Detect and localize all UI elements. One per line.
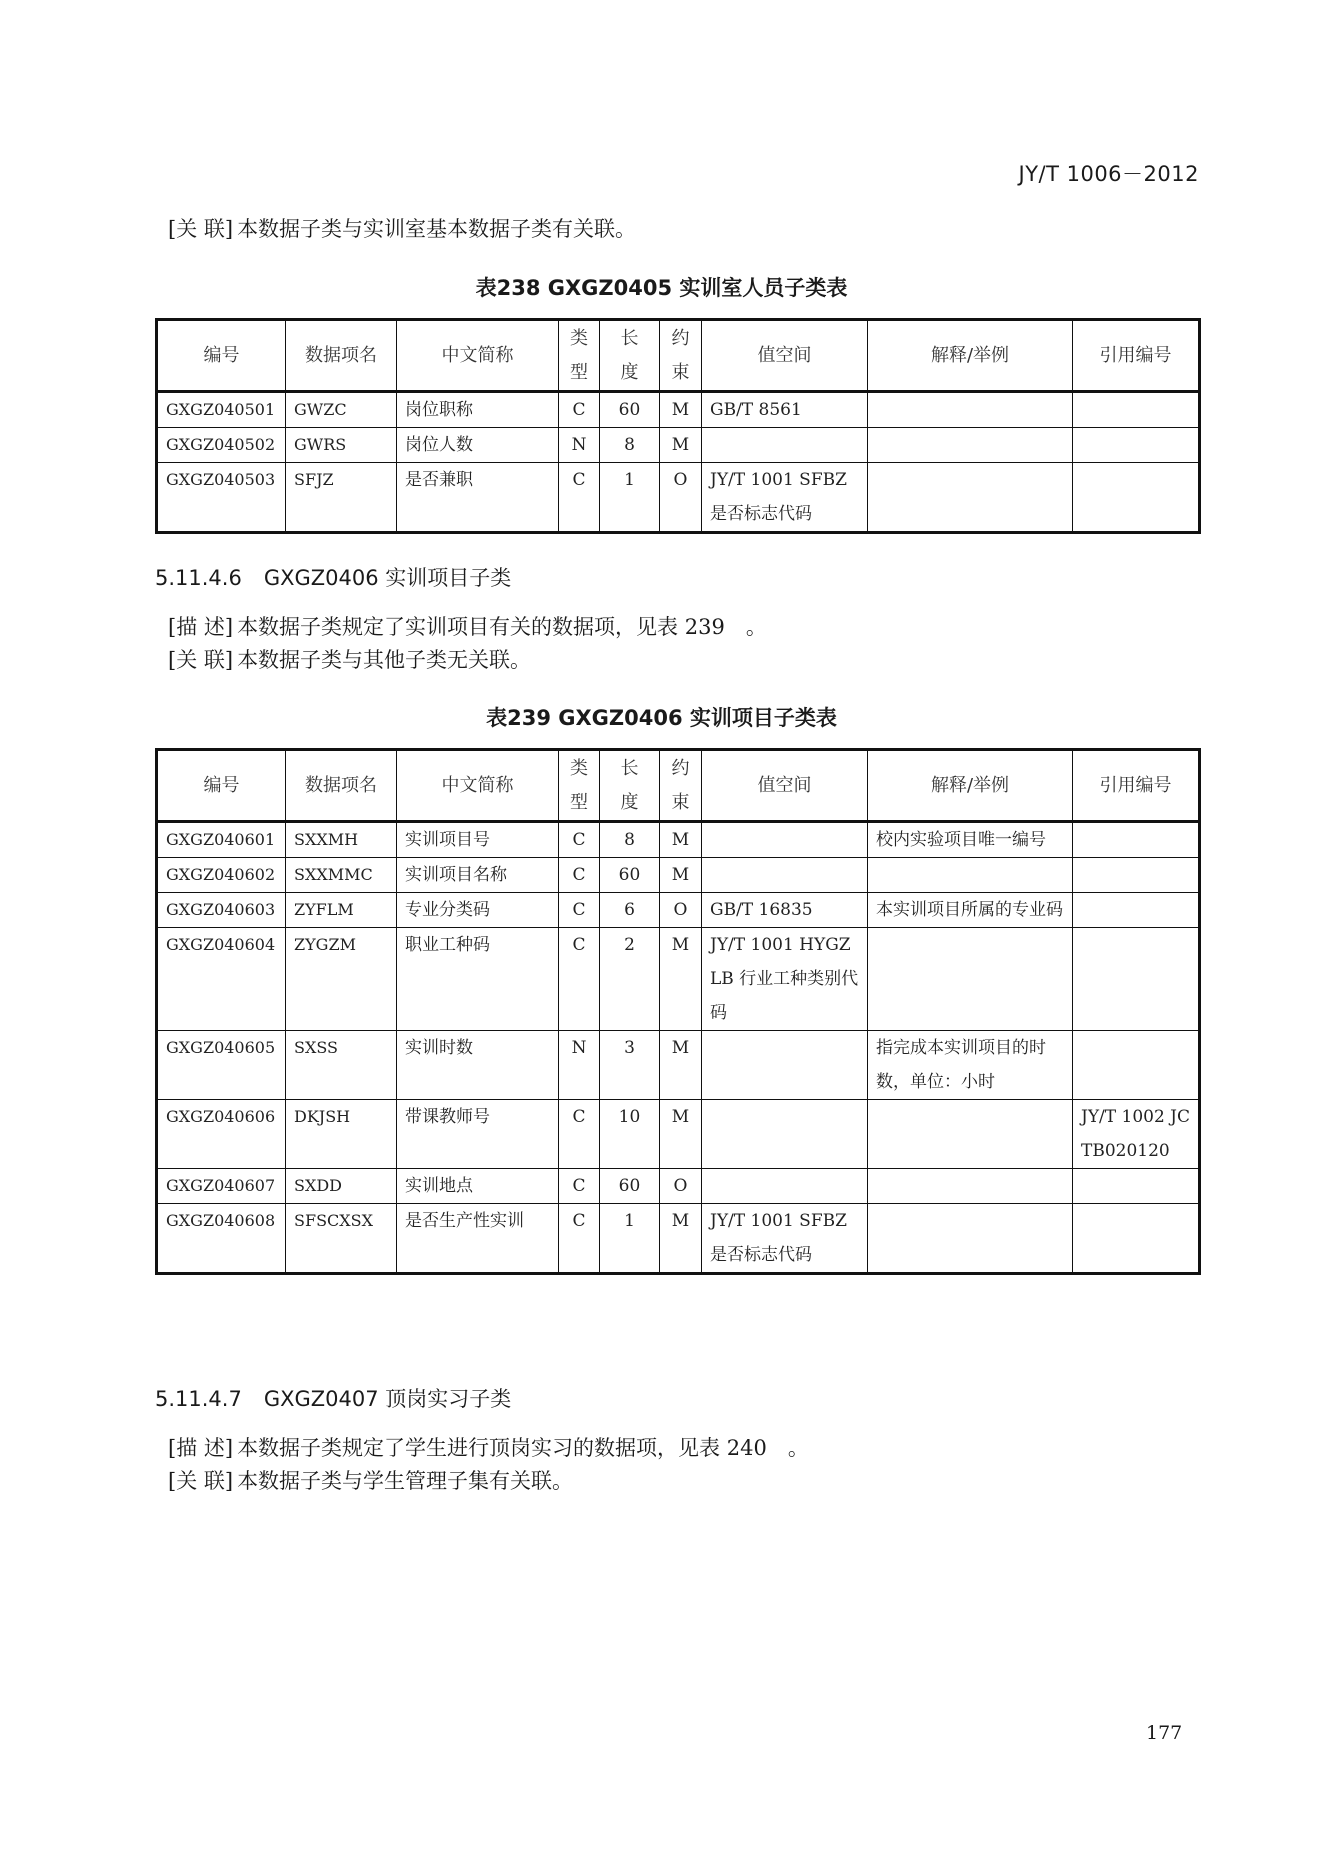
cell-col-id: GXGZ040501 — [157, 392, 286, 428]
relation-tag: [关 联] — [168, 1469, 234, 1493]
section-title: GXGZ0406 实训项目子类 — [263, 566, 512, 590]
cell-col-value-space — [702, 1100, 868, 1169]
header-col-chinese-name: 中文简称 — [397, 750, 559, 822]
table239-caption: 表239 GXGZ0406 实训项目子类表 — [486, 706, 837, 730]
header-col-id: 编号 — [157, 750, 286, 822]
cell-col-constraint: M — [660, 428, 702, 463]
cell-col-type: C — [559, 1204, 600, 1274]
relation-text: 本数据子类与学生管理子集有关联。 — [237, 1469, 574, 1493]
cell-col-length: 60 — [600, 1169, 660, 1204]
header-col-value-space: 值空间 — [702, 750, 868, 822]
header-col-reference: 引用编号 — [1073, 750, 1200, 822]
header-col-explanation: 解释/举例 — [868, 750, 1073, 822]
cell-col-id: GXGZ040601 — [157, 822, 286, 858]
cell-col-constraint: O — [660, 463, 702, 533]
cell-col-length: 8 — [600, 822, 660, 858]
cell-col-id: GXGZ040603 — [157, 893, 286, 928]
relation-text: 本数据子类与实训室基本数据子类有关联。 — [237, 217, 637, 241]
cell-col-constraint: M — [660, 1100, 702, 1169]
cell-col-value-space: JY/T 1001 SFBZ 是否标志代码 — [702, 463, 868, 533]
cell-col-constraint: M — [660, 822, 702, 858]
cell-col-value-space: GB/T 8561 — [702, 392, 868, 428]
cell-col-length: 60 — [600, 858, 660, 893]
cell-col-id: GXGZ040602 — [157, 858, 286, 893]
cell-col-type: C — [559, 1169, 600, 1204]
header-col-chinese-name: 中文简称 — [397, 320, 559, 392]
table-239 — [155, 748, 1201, 1275]
cell-col-length: 60 — [600, 392, 660, 428]
cell-col-length: 6 — [600, 893, 660, 928]
description-tag: [描 述] — [168, 1436, 234, 1460]
cell-col-chinese-name: 是否生产性实训 — [397, 1204, 559, 1274]
relation-text: 本数据子类与其他子类无关联。 — [237, 648, 532, 672]
header-col-length: 长 度 — [600, 750, 660, 822]
header-col-id: 编号 — [157, 320, 286, 392]
cell-col-item-name: SXSS — [286, 1031, 397, 1100]
cell-col-value-space — [702, 858, 868, 893]
cell-col-length: 3 — [600, 1031, 660, 1100]
cell-col-explanation — [868, 1100, 1073, 1169]
header-col-reference: 引用编号 — [1073, 320, 1200, 392]
section-0407-relation — [168, 1466, 573, 1496]
cell-col-reference — [1073, 1204, 1200, 1274]
cell-col-item-name: SXDD — [286, 1169, 397, 1204]
cell-col-chinese-name: 职业工种码 — [397, 928, 559, 1031]
section-0406-description — [168, 612, 767, 642]
cell-col-value-space: JY/T 1001 HYGZLB 行业工种类别代码 — [702, 928, 868, 1031]
table-row — [157, 1169, 1200, 1204]
cell-col-reference — [1073, 822, 1200, 858]
cell-col-explanation — [868, 1204, 1073, 1274]
cell-col-constraint: M — [660, 1204, 702, 1274]
cell-col-type: N — [559, 428, 600, 463]
cell-col-type: C — [559, 928, 600, 1031]
section-heading-0406 — [155, 562, 511, 592]
cell-col-id: GXGZ040606 — [157, 1100, 286, 1169]
cell-col-id: GXGZ040607 — [157, 1169, 286, 1204]
description-tag: [描 述] — [168, 615, 234, 639]
section-number: 5.11.4.7 — [155, 1387, 242, 1411]
cell-col-item-name: GWRS — [286, 428, 397, 463]
cell-col-explanation: 校内实验项目唯一编号 — [868, 822, 1073, 858]
cell-col-item-name: SFSCXSX — [286, 1204, 397, 1274]
cell-col-length: 8 — [600, 428, 660, 463]
table-row — [157, 928, 1200, 1031]
header-col-value-space: 值空间 — [702, 320, 868, 392]
section-0406-relation — [168, 645, 531, 675]
table-row — [157, 392, 1200, 428]
intro-relation — [168, 214, 636, 244]
table-row — [157, 858, 1200, 893]
cell-col-item-name: ZYFLM — [286, 893, 397, 928]
header-col-type: 类 型 — [559, 750, 600, 822]
table-row — [157, 1204, 1200, 1274]
header-col-item-name: 数据项名 — [286, 320, 397, 392]
cell-col-explanation — [868, 1169, 1073, 1204]
cell-col-type: C — [559, 822, 600, 858]
cell-col-constraint: O — [660, 1169, 702, 1204]
cell-col-explanation: 指完成本实训项目的时数，单位：小时 — [868, 1031, 1073, 1100]
cell-col-reference — [1073, 1169, 1200, 1204]
cell-col-constraint: M — [660, 858, 702, 893]
table-row — [157, 1031, 1200, 1100]
table-row — [157, 463, 1200, 533]
cell-col-item-name: SXXMMC — [286, 858, 397, 893]
cell-col-explanation — [868, 392, 1073, 428]
description-text: 本数据子类规定了实训项目有关的数据项，见表 239 。 — [237, 615, 767, 639]
cell-col-length: 1 — [600, 463, 660, 533]
cell-col-constraint: M — [660, 1031, 702, 1100]
cell-col-type: C — [559, 1100, 600, 1169]
table-row — [157, 893, 1200, 928]
table238-caption: 表238 GXGZ0405 实训室人员子类表 — [475, 276, 848, 300]
cell-col-length: 1 — [600, 1204, 660, 1274]
cell-col-value-space — [702, 1169, 868, 1204]
cell-col-length: 10 — [600, 1100, 660, 1169]
cell-col-chinese-name: 实训地点 — [397, 1169, 559, 1204]
cell-col-explanation — [868, 928, 1073, 1031]
header-col-constraint: 约 束 — [660, 750, 702, 822]
cell-col-reference — [1073, 392, 1200, 428]
cell-col-chinese-name: 实训项目名称 — [397, 858, 559, 893]
relation-tag: [关 联] — [168, 648, 234, 672]
cell-col-id: GXGZ040608 — [157, 1204, 286, 1274]
section-title: GXGZ0407 顶岗实习子类 — [263, 1387, 512, 1411]
cell-col-id: GXGZ040503 — [157, 463, 286, 533]
cell-col-reference — [1073, 428, 1200, 463]
cell-col-id: GXGZ040502 — [157, 428, 286, 463]
cell-col-reference — [1073, 1031, 1200, 1100]
cell-col-chinese-name: 是否兼职 — [397, 463, 559, 533]
cell-col-value-space — [702, 1031, 868, 1100]
cell-col-chinese-name: 实训时数 — [397, 1031, 559, 1100]
cell-col-chinese-name: 实训项目号 — [397, 822, 559, 858]
cell-col-item-name: ZYGZM — [286, 928, 397, 1031]
table-row — [157, 822, 1200, 858]
cell-col-reference — [1073, 893, 1200, 928]
cell-col-item-name: SXXMH — [286, 822, 397, 858]
cell-col-type: C — [559, 392, 600, 428]
section-0407-description — [168, 1433, 809, 1463]
cell-col-chinese-name: 岗位人数 — [397, 428, 559, 463]
cell-col-item-name: DKJSH — [286, 1100, 397, 1169]
cell-col-constraint: M — [660, 928, 702, 1031]
header-col-item-name: 数据项名 — [286, 750, 397, 822]
table-row — [157, 428, 1200, 463]
cell-col-constraint: M — [660, 392, 702, 428]
table-row — [157, 1100, 1200, 1169]
cell-col-value-space — [702, 822, 868, 858]
description-text: 本数据子类规定了学生进行顶岗实习的数据项，见表 240 。 — [237, 1436, 809, 1460]
standard-code: JY/T 1006－2012 — [1018, 162, 1199, 186]
header-col-type: 类 型 — [559, 320, 600, 392]
relation-tag: [关 联] — [168, 217, 234, 241]
header-col-explanation: 解释/举例 — [868, 320, 1073, 392]
cell-col-chinese-name: 岗位职称 — [397, 392, 559, 428]
cell-col-chinese-name: 带课教师号 — [397, 1100, 559, 1169]
cell-col-reference — [1073, 463, 1200, 533]
cell-col-chinese-name: 专业分类码 — [397, 893, 559, 928]
page-number: 177 — [1146, 1722, 1183, 1744]
header-col-constraint: 约 束 — [660, 320, 702, 392]
cell-col-constraint: O — [660, 893, 702, 928]
cell-col-type: C — [559, 463, 600, 533]
cell-col-item-name: SFJZ — [286, 463, 397, 533]
cell-col-value-space: JY/T 1001 SFBZ 是否标志代码 — [702, 1204, 868, 1274]
cell-col-explanation — [868, 428, 1073, 463]
cell-col-length: 2 — [600, 928, 660, 1031]
header-col-length: 长 度 — [600, 320, 660, 392]
cell-col-type: N — [559, 1031, 600, 1100]
table-header-row — [157, 750, 1200, 822]
cell-col-explanation — [868, 858, 1073, 893]
section-number: 5.11.4.6 — [155, 566, 242, 590]
cell-col-value-space: GB/T 16835 — [702, 893, 868, 928]
cell-col-reference — [1073, 858, 1200, 893]
cell-col-value-space — [702, 428, 868, 463]
cell-col-explanation — [868, 463, 1073, 533]
cell-col-reference: JY/T 1002 JCTB020120 — [1073, 1100, 1200, 1169]
cell-col-type: C — [559, 858, 600, 893]
cell-col-id: GXGZ040605 — [157, 1031, 286, 1100]
section-heading-0407 — [155, 1383, 511, 1413]
cell-col-explanation: 本实训项目所属的专业码 — [868, 893, 1073, 928]
cell-col-reference — [1073, 928, 1200, 1031]
cell-col-type: C — [559, 893, 600, 928]
cell-col-item-name: GWZC — [286, 392, 397, 428]
table-header-row — [157, 320, 1200, 392]
table-238 — [155, 318, 1201, 534]
cell-col-id: GXGZ040604 — [157, 928, 286, 1031]
